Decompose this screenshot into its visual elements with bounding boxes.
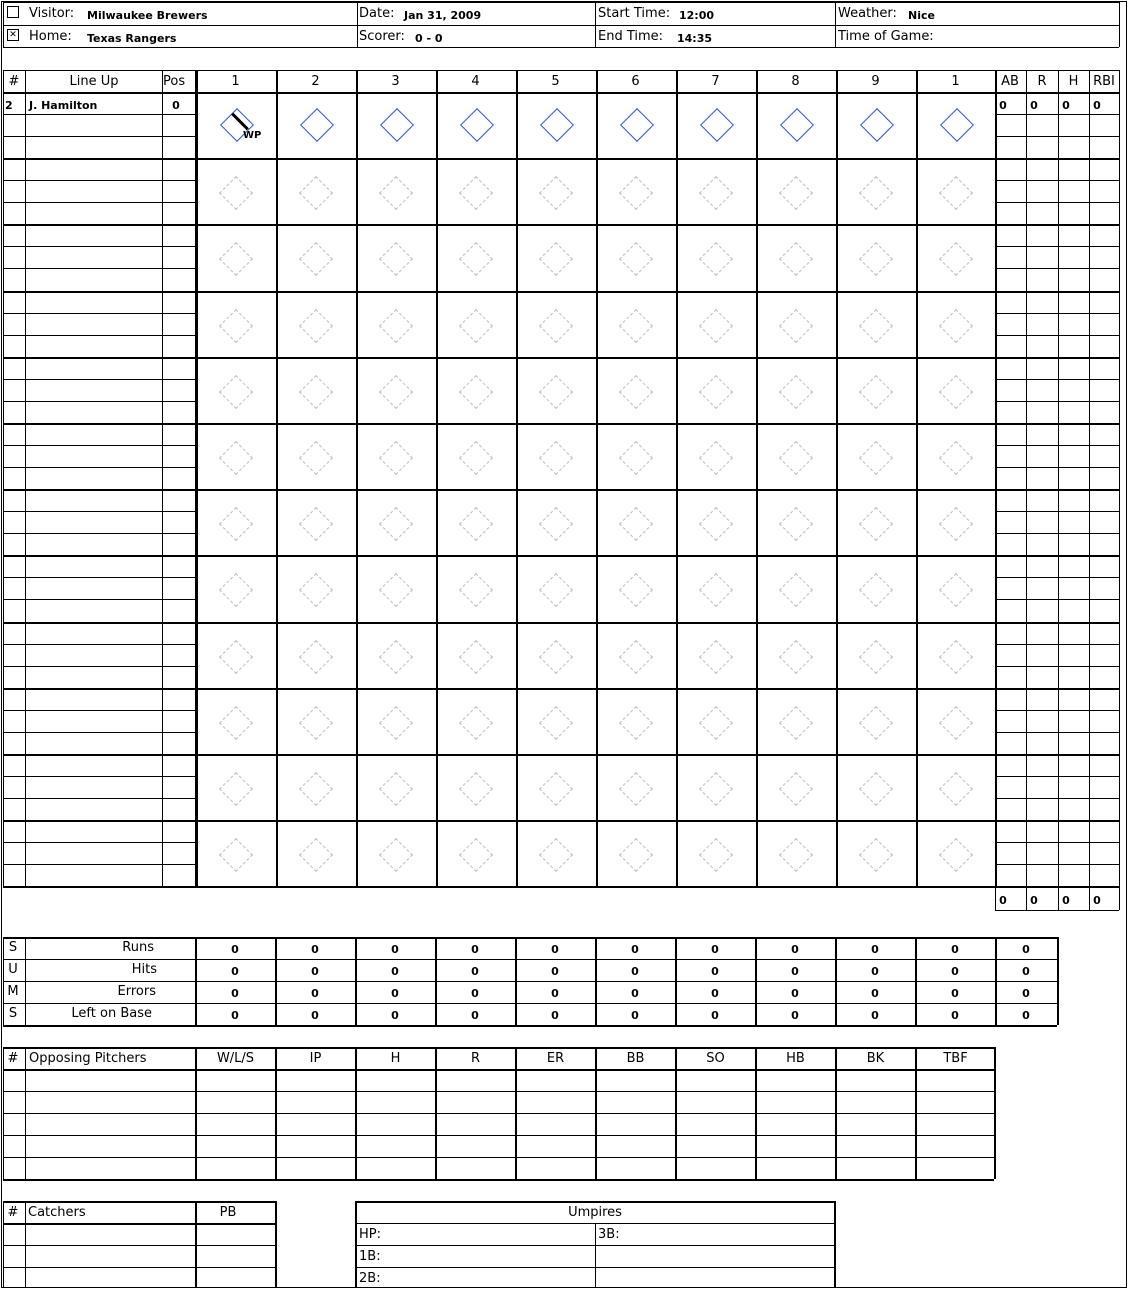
lineup-subline [3, 798, 196, 799]
visitor-checkbox[interactable] [7, 6, 19, 18]
weather-label: Weather: [838, 6, 897, 21]
lineup-header-line [3, 92, 1119, 94]
lineup-subline [995, 467, 1119, 468]
lineup-subline [3, 379, 196, 380]
summary-cell[interactable]: 0 [631, 943, 639, 956]
summary-row-line [3, 1025, 1057, 1027]
scorer-label: Scorer: [359, 29, 405, 44]
summary-cell[interactable]: 0 [231, 965, 239, 978]
player-name[interactable]: J. Hamilton [29, 99, 98, 112]
lineup-subline [995, 776, 1119, 777]
inning-header: 6 [631, 74, 640, 89]
lineup-subline [3, 180, 196, 181]
summary-cell[interactable]: 0 [391, 1009, 399, 1022]
summary-cell[interactable]: 0 [631, 965, 639, 978]
header-lineup: Line Up [69, 74, 119, 89]
lineup-subline [995, 864, 1119, 865]
summary-cell[interactable]: 0 [311, 965, 319, 978]
inning-col-line [676, 70, 678, 886]
lineup-col-line [25, 70, 26, 886]
date-value[interactable]: Jan 31, 2009 [404, 9, 482, 22]
lineup-row-line [3, 423, 1119, 425]
summary-cell[interactable]: 0 [791, 965, 799, 978]
visitor-label: Visitor: [29, 6, 75, 21]
stat-col-line [1089, 70, 1090, 910]
lineup-subline [995, 842, 1119, 843]
inning-header: 1 [951, 74, 960, 89]
lineup-subline [995, 401, 1119, 402]
umpire-col-line [595, 1223, 596, 1287]
lineup-subline [995, 732, 1119, 733]
pitcher-header-number: # [7, 1051, 19, 1066]
lineup-subline [995, 180, 1119, 181]
header-rbi: RBI [1093, 74, 1115, 89]
summary-cell[interactable]: 0 [711, 1009, 719, 1022]
summary-cell[interactable]: 0 [1022, 943, 1030, 956]
inning-header: 7 [711, 74, 720, 89]
summary-side-letter: U [8, 962, 18, 977]
summary-cell[interactable]: 0 [311, 1009, 319, 1022]
summary-cell[interactable]: 0 [711, 943, 719, 956]
umpire-1b-label: 1B: [359, 1249, 381, 1264]
summary-lob-label: Left on Base [71, 1006, 152, 1021]
summary-cell[interactable]: 0 [631, 987, 639, 1000]
catcher-col-line [275, 1201, 277, 1287]
lineup-subline [3, 732, 196, 733]
summary-col-line [1057, 937, 1059, 1025]
summary-cell[interactable]: 0 [551, 987, 559, 1000]
summary-cell[interactable]: 0 [471, 943, 479, 956]
lineup-subline [3, 136, 196, 137]
summary-cell[interactable]: 0 [871, 943, 879, 956]
umpire-3b-label: 3B: [598, 1227, 620, 1242]
inning-header: 8 [791, 74, 800, 89]
umpire-col-line [834, 1201, 836, 1287]
lineup-subline [3, 268, 196, 269]
inning-header: 1 [231, 74, 240, 89]
lineup-subline [995, 798, 1119, 799]
pitcher-col-line [3, 1047, 4, 1179]
lineup-row-line [3, 224, 1119, 226]
lineup-subline [3, 335, 196, 336]
pitcher-header-name: Opposing Pitchers [29, 1051, 147, 1066]
lineup-subline [995, 533, 1119, 534]
player-ab[interactable]: 0 [999, 99, 1007, 112]
summary-row-line [3, 937, 1057, 939]
pitcher-header-hb: HB [786, 1051, 805, 1066]
summary-cell[interactable]: 0 [951, 1009, 959, 1022]
summary-cell[interactable]: 0 [551, 1009, 559, 1022]
pitcher-header-r: R [470, 1051, 481, 1066]
player-position[interactable]: 0 [172, 99, 180, 112]
inning-col-line [756, 70, 758, 886]
umpires-title: Umpires [568, 1205, 622, 1220]
catcher-header-name: Catchers [28, 1205, 86, 1220]
pitcher-col-line [355, 1047, 357, 1179]
summary-cell[interactable]: 0 [471, 987, 479, 1000]
inning-header: 3 [391, 74, 400, 89]
summary-cell[interactable]: 0 [951, 943, 959, 956]
player-r[interactable]: 0 [1030, 99, 1038, 112]
lineup-subline [3, 202, 196, 203]
catcher-row-line [3, 1245, 276, 1246]
inning-col-line [516, 70, 518, 886]
scorer-value[interactable]: 0 - 0 [415, 32, 443, 45]
summary-side-letter: M [7, 984, 19, 999]
lineup-subline [995, 644, 1119, 645]
lineup-subline [3, 114, 196, 115]
totals-bottom-line [995, 910, 1119, 911]
lineup-row-line [3, 357, 1119, 359]
inning-header: 2 [311, 74, 320, 89]
home-checkbox[interactable]: ✕ [7, 29, 19, 41]
lineup-subline [3, 842, 196, 843]
header-r: R [1037, 74, 1047, 89]
pitcher-col-line [595, 1047, 597, 1179]
umpire-2b-label: 2B: [359, 1271, 381, 1286]
header-position: Pos [163, 74, 186, 89]
pitcher-header-bk: BK [866, 1051, 885, 1066]
total-r: 0 [1030, 894, 1038, 907]
lineup-subline [3, 511, 196, 512]
pitcher-col-line [835, 1047, 837, 1179]
summary-cell[interactable]: 0 [231, 943, 239, 956]
summary-cell[interactable]: 0 [711, 965, 719, 978]
play-note-wp: WP [243, 130, 262, 141]
summary-cell[interactable]: 0 [551, 965, 559, 978]
catcher-header-number: # [7, 1205, 19, 1220]
pitcher-row-line [3, 1113, 994, 1114]
lineup-subline [3, 577, 196, 578]
lineup-subline [995, 114, 1119, 115]
start-time-label: Start Time: [598, 6, 671, 21]
pitcher-header-er: ER [546, 1051, 565, 1066]
summary-cell[interactable]: 0 [1022, 965, 1030, 978]
lineup-subline [995, 379, 1119, 380]
header-ab: AB [1001, 74, 1019, 89]
lineup-subline [3, 467, 196, 468]
summary-cell[interactable]: 0 [471, 1009, 479, 1022]
lineup-subline [3, 313, 196, 314]
summary-cell[interactable]: 0 [791, 987, 799, 1000]
stat-col-line [995, 70, 996, 910]
lineup-row-line [3, 886, 1119, 888]
lineup-row-line [3, 158, 1119, 160]
pitcher-header-so: SO [706, 1051, 725, 1066]
lineup-subline [3, 666, 196, 667]
lineup-row-line [3, 688, 1119, 690]
start-time-value[interactable]: 12:00 [679, 9, 715, 22]
pitcher-row-line [3, 1069, 994, 1071]
summary-row-line [3, 1003, 1057, 1004]
inning-header: 9 [871, 74, 880, 89]
pitcher-header-bb: BB [626, 1051, 645, 1066]
stat-col-line [1026, 70, 1027, 910]
summary-side-letter: S [8, 940, 18, 955]
date-label: Date: [359, 6, 395, 21]
lineup-subline [3, 710, 196, 711]
pitcher-col-line [755, 1047, 757, 1179]
summary-col-line [25, 937, 26, 1025]
lineup-subline [995, 666, 1119, 667]
pitcher-header-wls: W/L/S [216, 1051, 255, 1066]
end-time-value[interactable]: 14:35 [677, 32, 713, 45]
summary-runs-label: Runs [122, 940, 154, 955]
pitcher-col-line [195, 1047, 197, 1179]
stat-col-line [1058, 70, 1059, 910]
lineup-subline [995, 577, 1119, 578]
stat-col-line [1119, 70, 1120, 910]
summary-hits-label: Hits [131, 962, 157, 977]
lineup-top-line [3, 70, 1119, 71]
pitcher-row-line [3, 1157, 994, 1158]
pitcher-col-line [275, 1047, 277, 1179]
summary-cell[interactable]: 0 [631, 1009, 639, 1022]
lineup-subline [3, 644, 196, 645]
pitcher-row-line [3, 1091, 994, 1092]
lineup-row-line [3, 489, 1119, 491]
inning-col-line [196, 70, 198, 886]
lineup-subline [3, 445, 196, 446]
summary-cell[interactable]: 0 [471, 965, 479, 978]
summary-cell[interactable]: 0 [551, 943, 559, 956]
pitcher-header-tbf: TBF [943, 1051, 968, 1066]
summary-cell[interactable]: 0 [871, 987, 879, 1000]
inning-col-line [276, 70, 278, 886]
lineup-subline [995, 268, 1119, 269]
summary-cell[interactable]: 0 [311, 943, 319, 956]
summary-cell[interactable]: 0 [1022, 987, 1030, 1000]
lineup-subline [995, 445, 1119, 446]
inning-col-line [916, 70, 918, 886]
summary-cell[interactable]: 0 [951, 965, 959, 978]
inning-header: 5 [551, 74, 560, 89]
player-h[interactable]: 0 [1062, 99, 1070, 112]
summary-errors-label: Errors [117, 984, 156, 999]
inning-col-line [436, 70, 438, 886]
pitcher-col-line [994, 1047, 996, 1179]
pitcher-col-line [25, 1047, 26, 1179]
lineup-subline [3, 776, 196, 777]
summary-cell[interactable]: 0 [231, 987, 239, 1000]
inning-col-line [596, 70, 598, 886]
umpire-row-line [355, 1201, 835, 1203]
lineup-subline [995, 202, 1119, 203]
end-time-label: End Time: [598, 29, 664, 44]
player-number[interactable]: 2 [5, 99, 13, 112]
total-ab: 0 [999, 894, 1007, 907]
header-number: # [8, 74, 20, 89]
summary-cell[interactable]: 0 [231, 1009, 239, 1022]
visitor-team[interactable]: Milwaukee Brewers [87, 9, 208, 22]
summary-cell[interactable]: 0 [391, 943, 399, 956]
summary-cell[interactable]: 0 [951, 987, 959, 1000]
summary-cell[interactable]: 0 [391, 987, 399, 1000]
summary-cell[interactable]: 0 [311, 987, 319, 1000]
lineup-subline [995, 599, 1119, 600]
inning-col-line [356, 70, 358, 886]
catcher-header-pb: PB [219, 1205, 237, 1220]
pitcher-col-line [675, 1047, 677, 1179]
lineup-subline [995, 313, 1119, 314]
lineup-subline [995, 511, 1119, 512]
summary-row-line [3, 959, 1057, 960]
home-label: Home: [29, 29, 72, 44]
lineup-subline [3, 533, 196, 534]
player-rbi[interactable]: 0 [1093, 99, 1101, 112]
lineup-subline [3, 246, 196, 247]
catcher-row-line [3, 1201, 276, 1203]
lineup-row-line [3, 291, 1119, 293]
summary-cell[interactable]: 0 [391, 965, 399, 978]
lineup-col-line [162, 70, 163, 886]
summary-cell[interactable]: 0 [791, 943, 799, 956]
pitcher-col-line [515, 1047, 517, 1179]
pitcher-col-line [915, 1047, 917, 1179]
lineup-left-border [3, 70, 4, 886]
summary-cell[interactable]: 0 [1022, 1009, 1030, 1022]
total-h: 0 [1062, 894, 1070, 907]
total-rbi: 0 [1093, 894, 1101, 907]
summary-cell[interactable]: 0 [711, 987, 719, 1000]
inning-header: 4 [471, 74, 480, 89]
umpire-hp-label: HP: [359, 1227, 381, 1242]
lineup-subline [3, 864, 196, 865]
summary-cell[interactable]: 0 [791, 1009, 799, 1022]
lineup-subline [3, 599, 196, 600]
catcher-row-line [3, 1267, 276, 1268]
pitcher-row-line [3, 1179, 994, 1181]
pitcher-header-h: H [390, 1051, 401, 1066]
catcher-col-line [25, 1201, 26, 1287]
lineup-subline [995, 710, 1119, 711]
lineup-row-line [3, 754, 1119, 756]
home-team[interactable]: Texas Rangers [87, 32, 177, 45]
summary-row-line [3, 981, 1057, 982]
summary-side-letter: S [8, 1006, 18, 1021]
lineup-subline [3, 401, 196, 402]
pitcher-row-line [3, 1135, 994, 1136]
weather-value[interactable]: Nice [908, 9, 935, 22]
inning-col-line [836, 70, 838, 886]
pitcher-col-line [435, 1047, 437, 1179]
lineup-row-line [3, 820, 1119, 822]
lineup-row-line [3, 622, 1119, 624]
pitcher-row-line [3, 1047, 994, 1049]
pitcher-header-ip: IP [309, 1051, 322, 1066]
lineup-subline [995, 136, 1119, 137]
header-h: H [1068, 74, 1079, 89]
lineup-subline [995, 335, 1119, 336]
summary-cell[interactable]: 0 [871, 1009, 879, 1022]
lineup-subline [995, 246, 1119, 247]
time-of-game-label: Time of Game: [838, 29, 934, 44]
catcher-row-line [3, 1223, 276, 1225]
lineup-row-line [3, 555, 1119, 557]
summary-cell[interactable]: 0 [871, 965, 879, 978]
